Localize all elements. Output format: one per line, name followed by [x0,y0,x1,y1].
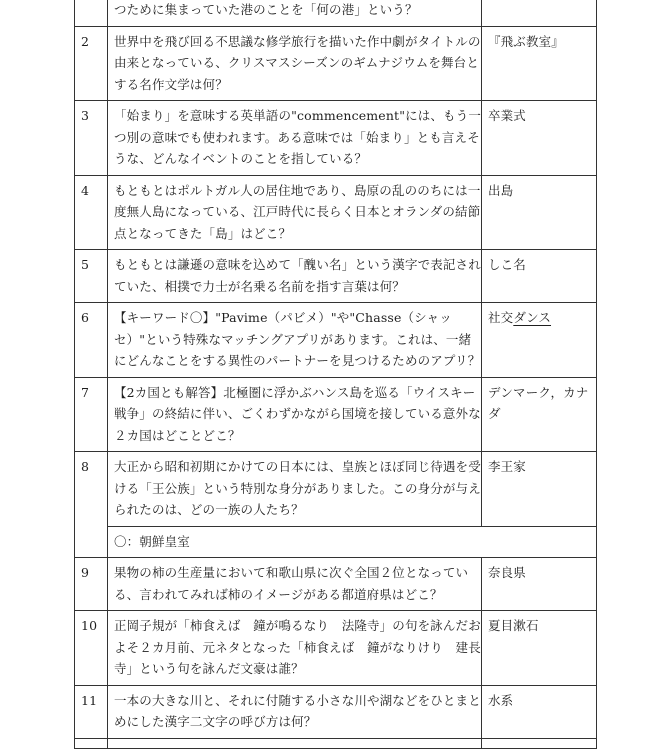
answer-text [482,738,597,748]
answer-text [482,303,597,378]
question-number: 2 [75,26,108,101]
question-text: つために集まっていた港のことを「何の港」という？ [108,0,482,26]
answer-text: 水系 [482,685,597,738]
table-row [75,101,597,176]
table-row [75,250,597,303]
hint-row [75,526,597,558]
question-number: 9 [75,558,108,611]
answer-text: 夏目漱石 [482,611,597,686]
question-number: 4 [75,175,108,250]
question-number: 7 [75,377,108,452]
question-number: 8 [75,452,108,558]
table-row [75,558,597,611]
question-number: 6 [75,303,108,378]
answer-text: 『飛ぶ教室』 [482,26,597,101]
question-text: 一本の大きな川と、それに付随する小さな川や湖などをひとまとめにした漢字二文字の呼び方は何？ [108,685,482,738]
answer-prefix: 社交 [488,310,514,325]
table-row [75,452,597,527]
table-row [75,303,597,378]
question-text: 大正から昭和初期にかけての日本には、皇族とほぼ同じ待遇を受ける「王公族」という特別な身分がありました。この身分が与えられたのは、どの一族の人たち？ [108,452,482,527]
answer-underlined: ダンス [513,310,552,325]
question-text: 【2カ国とも解答】北極圏に浮かぶハンス島を巡る「ウイスキー戦争」の終結に伴い、ごくわずかながら国境を接している意外な２カ国はどことどこ？ [108,377,482,452]
question-number: 10 [75,611,108,686]
question-number [75,738,108,748]
answer-text: 出島 [482,175,597,250]
table-row [75,377,597,452]
question-text [108,738,482,748]
table-row [75,0,597,26]
question-text: 果物の柿の生産量において和歌山県に次ぐ全国２位となっている、言われてみれば柿のイメージがある都道府県はどこ？ [108,558,482,611]
table-row [75,738,597,748]
table-row [75,685,597,738]
question-number [75,0,108,26]
question-number: 3 [75,101,108,176]
hint-text: 〇：朝鮮皇室 [108,526,597,558]
question-text: 正岡子規が「柿食えば 鐘が鳴るなり 法隆寺」の句を詠んだおよそ２カ月前、元ネタとなった「柿食えば 鐘がなりけり 建長寺」という句を詠んだ文豪は誰？ [108,611,482,686]
question-number: 11 [75,685,108,738]
quiz-table [74,0,597,749]
answer-text: 奈良県 [482,558,597,611]
question-number: 5 [75,250,108,303]
answer-text: しこ名 [482,250,597,303]
answer-text: 卒業式 [482,101,597,176]
question-text: 世界中を飛び回る不思議な修学旅行を描いた作中劇がタイトルの由来となっている、クリスマスシーズンのギムナジウムを舞台とする名作文学は何？ [108,26,482,101]
question-text: 「始まり」を意味する英単語の"commencement"には、もう一つ別の意味でも使われます。ある意味では「始まり」とも言えそうな、どんなイベントのことを指している？ [108,101,482,176]
table-row [75,611,597,686]
answer-text [482,0,597,26]
answer-text: デンマーク，カナダ [482,377,597,452]
question-text: 【キーワード〇】"Pavime（パビメ）"や"Chasse（シャッセ）"という特殊なマッチングアプリがあります。これは、一緒にどんなことをする異性のパートナーを見つけるためのアプリ？ [108,303,482,378]
answer-text: 李王家 [482,452,597,527]
question-text: もともとはポルトガル人の居住地であり、島原の乱ののちには一度無人島になっている、江戸時代に長らく日本とオランダの結節点となってきた「島」はどこ？ [108,175,482,250]
question-text: もともとは謙遜の意味を込めて「醜い名」という漢字で表記されていた、相撲で力士が名乗る名前を指す言葉は何？ [108,250,482,303]
table-row [75,26,597,101]
table-row [75,175,597,250]
